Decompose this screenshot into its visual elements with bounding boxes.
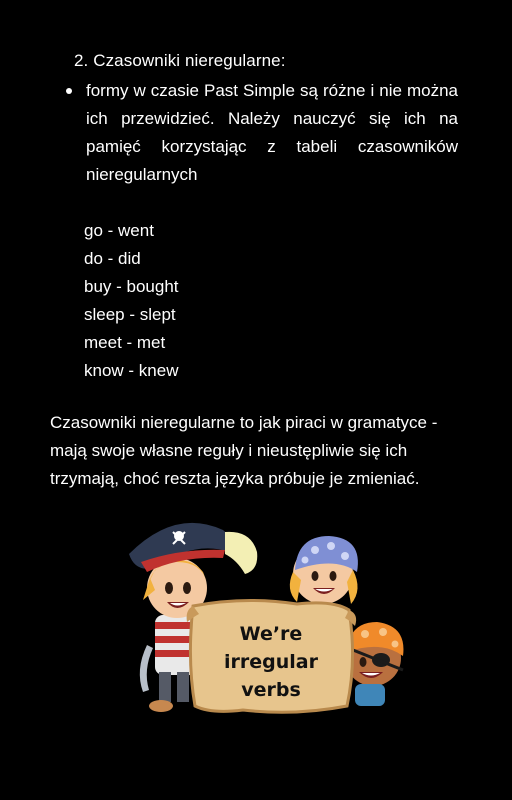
verb-pair: know - knew bbox=[84, 361, 179, 380]
verb-pair: sleep - slept bbox=[84, 305, 176, 324]
section-heading: 2. Czasowniki nieregularne: bbox=[74, 51, 286, 70]
sign-line-2: irregular bbox=[224, 651, 318, 673]
pirate-bandana bbox=[290, 536, 358, 604]
pirates-illustration bbox=[125, 510, 410, 725]
verb-pair: meet - met bbox=[84, 333, 166, 352]
bullet-dot-icon bbox=[66, 88, 72, 94]
sign-line-3: verbs bbox=[241, 679, 301, 701]
bullet-item bbox=[66, 77, 458, 189]
bullet-list bbox=[66, 77, 458, 189]
verb-pair: do - did bbox=[84, 249, 141, 268]
verb-list bbox=[84, 217, 179, 385]
bullet-text: formy w czasie Past Simple są różne i nie można ich przewidzieć. Należy nauczyć się ich na pamięć korzystając z tabeli czasowników nieregularnych bbox=[86, 81, 458, 184]
verb-pair: buy - bought bbox=[84, 277, 179, 296]
verb-pair: go - went bbox=[84, 221, 154, 240]
pirate-paragraph: Czasowniki nieregularne to jak piraci w gramatyce - mają swoje własne reguły i nieustępliwie się ich trzymają, choć reszta języka próbuje je zmieniać. bbox=[50, 413, 438, 488]
sign-line-1: We’re bbox=[239, 623, 303, 645]
parchment-sign bbox=[187, 600, 357, 712]
